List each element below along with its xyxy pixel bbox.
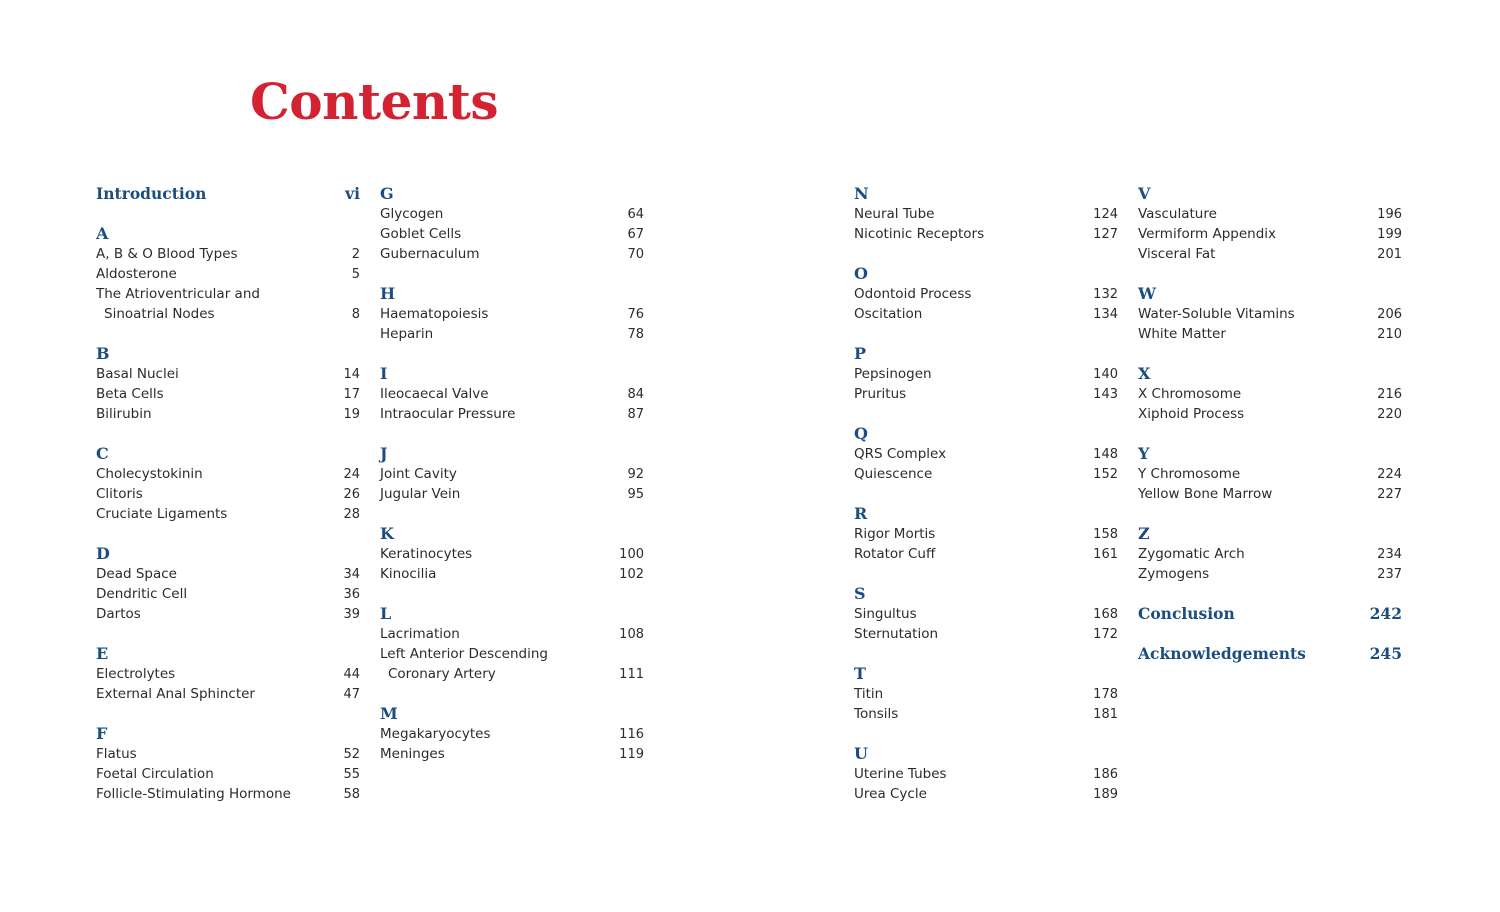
toc-page-number: 102 [619,567,644,582]
toc-entry-title: Y Chromosome [1138,466,1241,482]
toc-entry-title: Electrolytes [96,666,176,682]
toc-entry[interactable] [380,664,644,684]
toc-entry-title: Sinoatrial Nodes [104,306,215,322]
toc-entry[interactable] [854,684,1118,704]
toc-entry[interactable] [380,224,644,244]
toc-entry-title: Uterine Tubes [854,766,947,782]
toc-page-number: 234 [1377,547,1402,562]
toc-entry[interactable] [1138,404,1402,424]
toc-entry-title: Neural Tube [854,206,935,222]
toc-section [854,744,1118,804]
toc-entry[interactable] [380,564,644,584]
toc-entry[interactable] [854,384,1118,404]
toc-entry-title: Nicotinic Receptors [854,226,985,242]
toc-entry[interactable] [1138,324,1402,344]
section-letter: H [380,284,396,303]
toc-page-number: 220 [1377,407,1402,422]
toc-page-number: 224 [1377,467,1402,482]
toc-entry-title: Left Anterior Descending [380,646,548,662]
toc-entry-title: Haematopoiesis [380,306,489,322]
toc-entry[interactable] [380,304,644,324]
toc-entry-title: Joint Cavity [380,466,457,482]
toc-entry-title: Dendritic Cell [96,586,188,602]
toc-page-number: 148 [1093,447,1118,462]
toc-section [380,604,644,684]
toc-entry-title: Dartos [96,606,141,622]
toc-page-number: 152 [1093,467,1118,482]
toc-column-2 [380,184,644,784]
toc-entry[interactable] [854,764,1118,784]
toc-section [1138,444,1402,504]
toc-section [96,544,360,624]
toc-entry[interactable] [96,244,360,264]
toc-special-section [1138,604,1402,624]
toc-section [1138,524,1402,584]
toc-entry[interactable] [96,404,360,424]
toc-entry-title: Zymogens [1138,566,1210,582]
toc-entry-title: X Chromosome [1138,386,1242,402]
toc-entry[interactable] [380,544,644,564]
section-letter: X [1138,364,1151,383]
toc-entry-title: Conclusion [1138,604,1235,623]
toc-entry-title: Titin [854,686,884,702]
toc-entry[interactable] [380,724,644,744]
toc-entry[interactable] [96,184,360,204]
toc-page-number: 17 [343,387,360,402]
toc-entry-title: Singultus [854,606,917,622]
toc-entry-title: Introduction [96,184,207,203]
toc-page-number: 140 [1093,367,1118,382]
toc-page-number: 116 [619,727,644,742]
toc-page-number: 158 [1093,527,1118,542]
toc-page-number: 210 [1377,327,1402,342]
toc-page-number: 196 [1377,207,1402,222]
section-letter: N [854,184,869,203]
toc-entry[interactable] [380,464,644,484]
toc-page-number: 227 [1377,487,1402,502]
section-letter: L [380,604,392,623]
toc-entry-title: The Atrioventricular and [96,286,260,302]
toc-entry-title: Visceral Fat [1138,246,1216,262]
toc-entry-title: Lacrimation [380,626,460,642]
section-letter: M [380,704,398,723]
toc-section [854,664,1118,724]
toc-page-number: 119 [619,747,644,762]
toc-entry[interactable] [854,284,1118,304]
toc-entry-title: Clitoris [96,486,143,502]
toc-entry-title: Acknowledgements [1138,644,1306,663]
toc-entry-title: Keratinocytes [380,546,473,562]
toc-entry[interactable] [96,484,360,504]
toc-entry-title: Coronary Artery [388,666,496,682]
toc-page-number: 189 [1093,787,1118,802]
toc-entry[interactable] [1138,644,1402,664]
toc-section [380,444,644,504]
section-letter: O [854,264,868,283]
toc-entry[interactable] [854,304,1118,324]
toc-entry[interactable] [1138,244,1402,264]
toc-entry-title: Kinocilia [380,566,437,582]
toc-section [854,504,1118,564]
toc-section [1138,284,1402,344]
section-letter: Y [1138,444,1150,463]
toc-section [854,344,1118,404]
toc-entry[interactable] [380,384,644,404]
toc-entry-title: Pepsinogen [854,366,932,382]
toc-entry[interactable] [1138,564,1402,584]
toc-entry-title: Meninges [380,746,445,762]
toc-entry-title: Quiescence [854,466,933,482]
toc-entry-title: Rigor Mortis [854,526,936,542]
toc-entry-title: Aldosterone [96,266,177,282]
toc-page-number: 67 [627,227,644,242]
toc-entry[interactable] [854,224,1118,244]
toc-entry-title: Goblet Cells [380,226,462,242]
toc-column-4 [1138,184,1402,684]
toc-entry-title: Beta Cells [96,386,164,402]
section-letter: W [1138,284,1156,303]
toc-entry-title: Yellow Bone Marrow [1138,486,1273,502]
toc-entry-title: Cholecystokinin [96,466,203,482]
toc-page-number: 36 [343,587,360,602]
toc-entry[interactable] [96,664,360,684]
toc-entry-title: Odontoid Process [854,286,972,302]
toc-page-number: 143 [1093,387,1118,402]
toc-entry-title: Jugular Vein [380,486,461,502]
toc-page-number: 181 [1093,707,1118,722]
toc-entry[interactable] [96,284,360,304]
toc-entry[interactable] [854,444,1118,464]
toc-entry[interactable] [854,364,1118,384]
toc-section [854,584,1118,644]
toc-page-number: 206 [1377,307,1402,322]
toc-entry[interactable] [1138,384,1402,404]
toc-entry[interactable] [96,384,360,404]
section-letter: Q [854,424,868,443]
section-letter: I [380,364,388,383]
toc-section [1138,364,1402,424]
toc-entry-title: Ileocaecal Valve [380,386,489,402]
toc-page-number: 19 [343,407,360,422]
toc-section [380,524,644,584]
toc-page-number: 201 [1377,247,1402,262]
toc-page-number: 55 [343,767,360,782]
toc-page-number: 87 [627,407,644,422]
toc-page-number: 47 [343,687,360,702]
toc-page-number: 64 [627,207,644,222]
toc-section [380,284,644,344]
toc-page-number: vi [345,184,360,203]
toc-special-section [96,184,360,204]
toc-page-number: 132 [1093,287,1118,302]
section-letter: D [96,544,110,563]
toc-entry[interactable] [854,464,1118,484]
toc-page-number: 58 [343,787,360,802]
toc-page-number: 8 [351,307,360,322]
toc-entry-title: QRS Complex [854,446,947,462]
toc-page-number: 70 [627,247,644,262]
section-letter: S [854,584,866,603]
toc-entry-title: A, B & O Blood Types [96,246,238,262]
section-letter: J [380,444,388,463]
toc-section [96,344,360,424]
section-letter: K [380,524,394,543]
toc-page-number: 172 [1093,627,1118,642]
toc-page-number: 26 [343,487,360,502]
toc-entry[interactable] [1138,224,1402,244]
toc-entry[interactable] [380,244,644,264]
toc-entry-title: Vermiform Appendix [1138,226,1277,242]
toc-page-number: 5 [351,267,360,282]
toc-entry-title: External Anal Sphincter [96,686,255,702]
toc-special-section [1138,644,1402,664]
toc-page-number: 92 [627,467,644,482]
toc-entry-title: Cruciate Ligaments [96,506,228,522]
toc-page-number: 178 [1093,687,1118,702]
toc-section [1138,184,1402,264]
toc-entry-title: Basal Nuclei [96,366,179,382]
section-letter: R [854,504,868,523]
section-letter: F [96,724,108,743]
toc-entry[interactable] [854,784,1118,804]
toc-entry-title: Vasculature [1138,206,1217,222]
toc-entry[interactable] [854,544,1118,564]
toc-entry[interactable] [380,324,644,344]
toc-entry-title: Gubernaculum [380,246,480,262]
toc-page-number: 84 [627,387,644,402]
toc-section [854,184,1118,244]
page-title: Contents [250,72,499,131]
toc-page-number: 216 [1377,387,1402,402]
toc-entry-title: Oscitation [854,306,923,322]
toc-entry[interactable] [96,764,360,784]
toc-entry-title: Flatus [96,746,137,762]
toc-page-number: 111 [619,667,644,682]
toc-entry[interactable] [1138,544,1402,564]
toc-entry-title: Follicle-Stimulating Hormone [96,786,291,802]
section-letter: B [96,344,110,363]
toc-section [96,224,360,324]
toc-page-number: 108 [619,627,644,642]
toc-page-number: 39 [343,607,360,622]
toc-page-number: 242 [1369,604,1402,623]
toc-page-number: 14 [343,367,360,382]
toc-entry-title: Foetal Circulation [96,766,214,782]
toc-page-number: 124 [1093,207,1118,222]
section-letter: C [96,444,109,463]
toc-entry-title: Dead Space [96,566,177,582]
toc-entry[interactable] [854,204,1118,224]
toc-page-number: 100 [619,547,644,562]
toc-entry[interactable] [1138,484,1402,504]
toc-entry[interactable] [1138,204,1402,224]
toc-entry-title: Xiphoid Process [1138,406,1245,422]
toc-page-number: 76 [627,307,644,322]
toc-entry[interactable] [96,784,360,804]
toc-page-number: 161 [1093,547,1118,562]
toc-page-number: 52 [343,747,360,762]
toc-section [380,364,644,424]
section-letter: G [380,184,394,203]
toc-page-number: 2 [351,247,360,262]
section-letter: V [1138,184,1151,203]
section-letter: Z [1138,524,1150,543]
toc-entry[interactable] [380,484,644,504]
section-letter: T [854,664,866,683]
toc-entry-title: Zygomatic Arch [1138,546,1245,562]
toc-entry[interactable] [96,584,360,604]
toc-entry[interactable] [96,744,360,764]
toc-section [854,264,1118,324]
toc-entry-title: Water-Soluble Vitamins [1138,306,1295,322]
toc-entry-title: Intraocular Pressure [380,406,516,422]
toc-section [854,424,1118,484]
toc-entry[interactable] [96,504,360,524]
toc-entry[interactable] [96,304,360,324]
toc-page-number: 78 [627,327,644,342]
toc-entry[interactable] [380,204,644,224]
toc-section [96,644,360,704]
toc-entry[interactable] [1138,604,1402,624]
toc-entry-title: Sternutation [854,626,939,642]
section-letter: U [854,744,868,763]
toc-page-number: 28 [343,507,360,522]
toc-entry-title: Bilirubin [96,406,152,422]
toc-entry-title: Heparin [380,326,434,342]
toc-column-3 [854,184,1118,824]
toc-page-number: 186 [1093,767,1118,782]
toc-page-number: 24 [343,467,360,482]
toc-entry[interactable] [380,644,644,664]
toc-entry-title: White Matter [1138,326,1226,342]
toc-entry[interactable] [96,564,360,584]
toc-entry-title: Urea Cycle [854,786,927,802]
section-letter: P [854,344,867,363]
toc-page-number: 34 [343,567,360,582]
toc-entry[interactable] [96,364,360,384]
toc-column-1 [96,184,360,824]
toc-page-number: 168 [1093,607,1118,622]
toc-page-number: 127 [1093,227,1118,242]
toc-entry[interactable] [380,744,644,764]
toc-entry[interactable] [96,604,360,624]
toc-section [96,444,360,524]
toc-entry[interactable] [854,704,1118,724]
section-letter: A [96,224,109,243]
toc-page-number: 245 [1369,644,1402,663]
toc-entry[interactable] [96,464,360,484]
toc-section [380,184,644,264]
toc-entry-title: Rotator Cuff [854,546,936,562]
toc-entry[interactable] [380,404,644,424]
toc-entry-title: Tonsils [854,706,899,722]
toc-page-number: 134 [1093,307,1118,322]
toc-entry-title: Pruritus [854,386,907,402]
toc-entry[interactable] [96,684,360,704]
toc-section [96,724,360,804]
toc-entry[interactable] [380,624,644,644]
toc-page-number: 237 [1377,567,1402,582]
toc-page-number: 95 [627,487,644,502]
section-letter: E [96,644,109,663]
toc-entry[interactable] [854,624,1118,644]
toc-entry[interactable] [854,524,1118,544]
toc-section [380,704,644,764]
toc-entry-title: Megakaryocytes [380,726,491,742]
toc-entry[interactable] [1138,464,1402,484]
toc-page-number: 44 [343,667,360,682]
toc-entry-title: Glycogen [380,206,444,222]
toc-page-number: 199 [1377,227,1402,242]
toc-entry[interactable] [1138,304,1402,324]
toc-entry[interactable] [96,264,360,284]
toc-entry[interactable] [854,604,1118,624]
